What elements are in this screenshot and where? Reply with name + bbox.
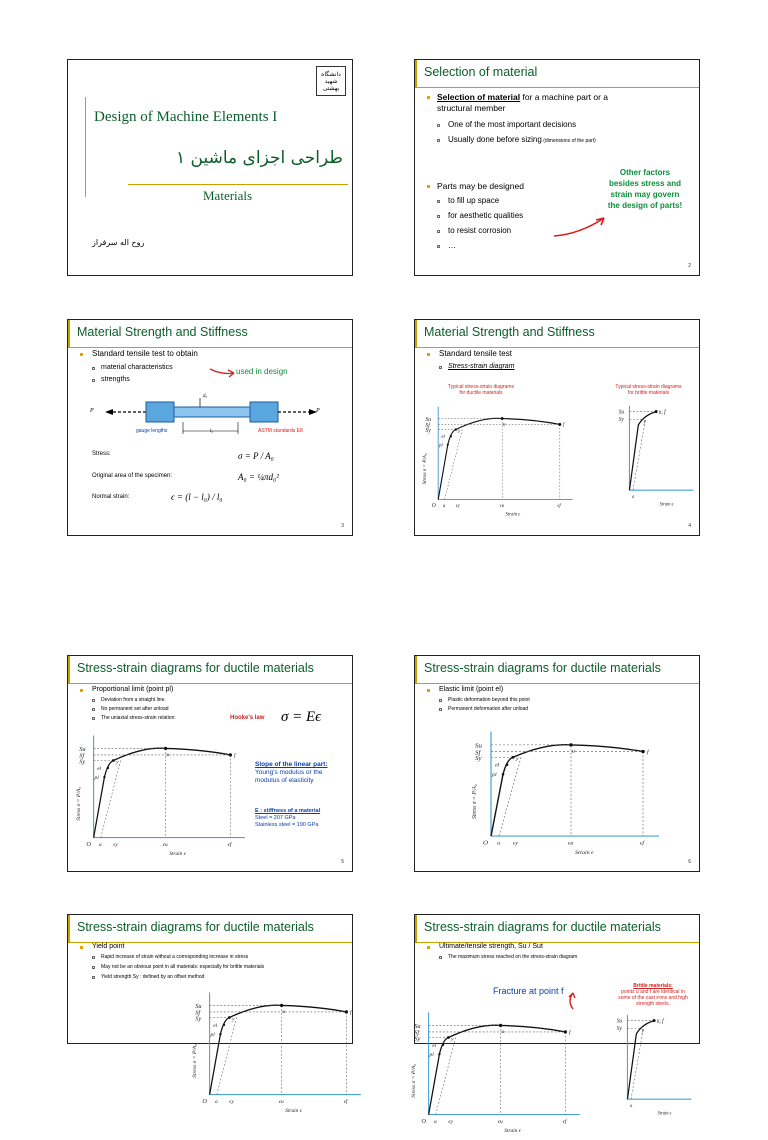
label-ey: ϵy: [229, 1098, 234, 1105]
label-a: a: [497, 840, 500, 847]
author-name: روح اله سرفراز: [92, 238, 145, 247]
point-f: [641, 750, 645, 753]
label-origin: O: [483, 839, 489, 847]
slide-title: Design of Machine Elements I: [94, 109, 278, 125]
point-el: [450, 435, 452, 437]
label-a: a: [99, 841, 102, 848]
stress-equation: σ = P / A₀: [238, 451, 274, 461]
slope-note: Slope of the linear part: Young's modulus or the modulus of elasticity: [255, 761, 328, 784]
label-a: a: [632, 493, 635, 499]
label-sf: Sf: [195, 1009, 201, 1017]
point-uf: [655, 410, 658, 413]
point-f: [229, 753, 232, 756]
sub-bullet-offset: Yield strength Sy : defined by an offset method: [101, 974, 205, 980]
label-sy: Sy: [195, 1015, 202, 1023]
x-axis-label: Strain ϵ: [575, 850, 594, 857]
offset-line: [499, 757, 521, 836]
sub-bullet-stress-strain: Stress-strain diagram: [448, 363, 515, 370]
label-eu: ϵu: [497, 1118, 503, 1125]
label-ey: ϵy: [513, 840, 519, 847]
ductile-stress-strain-diagram: [467, 724, 667, 857]
stress-strain-svg: [467, 724, 667, 857]
label-sy: Sy: [618, 417, 624, 424]
label-sy: Sy: [79, 758, 86, 766]
label-y: y: [116, 759, 119, 766]
slide-title: Material Strength and Stiffness: [424, 325, 595, 339]
label-su: Su: [195, 1003, 202, 1011]
point-u: [569, 743, 573, 746]
label-pl: pl: [94, 775, 99, 782]
offset-line: [217, 1018, 237, 1095]
label-f: f: [647, 749, 649, 756]
label-sf: Sf: [475, 749, 481, 757]
slide-title-bar: [415, 320, 699, 348]
label-pl: pl: [439, 443, 443, 449]
sub-bullet-relation: The uniaxial stress-strain relation:: [101, 715, 176, 721]
bullet-elastic-limit: Elastic limit (point el): [439, 686, 504, 693]
point-el: [107, 767, 109, 769]
slide-title: Stress-strain diagrams for ductile materials: [424, 661, 661, 675]
point-el: [506, 764, 509, 766]
point-u: [280, 1004, 283, 1007]
stiffness-note: E : stiffness of a material Steel = 207 GPa Stainless steel = 190 GPa: [255, 808, 321, 828]
slide-2: [414, 59, 700, 276]
sub-bullet-space: to fill up space: [448, 196, 500, 205]
slide-title: Stress-strain diagrams for ductile materials: [424, 920, 661, 934]
sub-bullet-strengths: strengths: [101, 376, 130, 383]
sub-bullet-aesthetic: for aesthetic qualities: [448, 211, 524, 220]
point-u: [499, 1024, 502, 1027]
label-origin: O: [86, 840, 91, 848]
slide-title: Stress-strain diagrams for ductile materials: [77, 661, 314, 675]
y-axis-label: Stress σ = P/A₀: [471, 784, 479, 819]
label-uf: u, f: [658, 409, 666, 416]
astm-label: ASTM standards E8: [258, 428, 303, 434]
sub-bullet-maximum-stress: The maximum stress reached on the stress-strain diagram: [448, 954, 578, 960]
university-logo: [316, 66, 346, 96]
x-axis-label: Strain ϵ: [285, 1108, 302, 1115]
label-y: y: [516, 756, 519, 763]
slide-title: Selection of material: [424, 65, 538, 79]
label-sf: Sf: [425, 422, 430, 430]
brittle-curve: [629, 412, 656, 491]
bullet-ultimate-strength: Ultimate/tensile strength, Su / Sut: [439, 943, 543, 950]
title-separator: [128, 184, 348, 185]
label-sy: Sy: [616, 1026, 622, 1033]
label-ef: ϵf: [562, 1118, 567, 1125]
point-f: [345, 1010, 348, 1013]
bullet-selection: Selection of material for a machine part or a: [437, 92, 609, 102]
label-y: y: [458, 428, 461, 435]
slide-title-bar: [415, 915, 699, 943]
slide-3: [67, 319, 353, 536]
bullet-parts: Parts may be designed: [437, 181, 524, 191]
page-number: 2: [688, 263, 691, 269]
label-ef: ϵf: [557, 503, 561, 510]
label-su: Su: [425, 416, 431, 424]
sub-bullet-permanent: Permanent deformation after unload: [448, 706, 529, 712]
label-f: f: [233, 752, 236, 759]
label-su: Su: [79, 746, 86, 754]
fracture-label: Fracture at point f: [493, 986, 564, 996]
x-axis-label: Strain ϵ: [504, 1128, 521, 1135]
page-number: 5: [341, 859, 344, 865]
sub-bullet-plastic: Plastic deformation beyond this point: [448, 697, 530, 703]
sub-bullet-decision: One of the most important decisions: [448, 120, 577, 129]
y-axis-label: Stress σ = P/A₀: [192, 1043, 199, 1078]
point-f: [564, 1030, 567, 1033]
label-uf: u, f: [656, 1018, 664, 1025]
d0-label: d₀: [203, 394, 208, 399]
red-arrow-icon: [550, 210, 610, 240]
persian-title: طراحی اجزای ماشین ۱: [176, 148, 343, 168]
bullet-tensile-test: Standard tensile test to obtain: [92, 349, 198, 358]
offset-line: [445, 430, 463, 500]
label-f: f: [569, 1029, 571, 1036]
y-axis-label: Stress σ = P/A₀: [423, 453, 429, 485]
label-el: el: [441, 434, 445, 440]
x-axis-label: Strain ϵ: [169, 851, 186, 858]
label-ey: ϵy: [448, 1118, 453, 1125]
p-left-label: P: [90, 408, 94, 414]
ductile-stress-strain-diagram: [419, 400, 579, 518]
slide-4: [414, 319, 700, 536]
label-origin: O: [431, 502, 436, 510]
caption-ductile: Typical stress-strain diagrams for ductile materials: [447, 384, 515, 396]
gauge-lengths-label: gauge lengths: [136, 428, 168, 434]
label-origin: O: [421, 1117, 426, 1125]
label-sy: Sy: [425, 427, 431, 435]
ductile-stress-strain-diagram: [72, 728, 252, 858]
brittle-stress-strain-diagram: [615, 1011, 695, 1126]
point-f: [558, 423, 561, 426]
red-arrow-icon: [208, 365, 238, 381]
ductile-stress-strain-diagram: [188, 985, 368, 1115]
label-a: a: [215, 1098, 218, 1105]
label-su: Su: [414, 1023, 421, 1031]
slide-title-bar: [68, 915, 352, 943]
slide-title: Stress-strain diagrams for ductile materials: [77, 920, 314, 934]
slide-8: [411, 914, 700, 1135]
point-pl: [103, 776, 105, 778]
label-a: a: [630, 1102, 633, 1108]
brittle-svg: [615, 1011, 695, 1126]
point-y: [455, 428, 457, 431]
label-ey: ϵy: [455, 503, 460, 510]
label-pl: pl: [210, 1032, 215, 1039]
label-ef: ϵf: [227, 841, 232, 848]
strain-label: Normal strain:: [92, 494, 130, 500]
slide-7: [67, 914, 353, 1115]
label-a: a: [443, 503, 446, 510]
stress-strain-svg: [188, 985, 368, 1115]
slide-title-bar: [68, 656, 352, 684]
label-pl: pl: [429, 1052, 434, 1059]
label-eu: ϵu: [499, 503, 505, 510]
caption-brittle: Typical stress-strain diagrams for brittle materials: [615, 384, 682, 396]
slide-title-bar: [415, 656, 699, 684]
point-u: [501, 417, 504, 420]
used-in-design-label: used in design: [236, 367, 288, 376]
brittle-materials-note: Brittle materials: points u and f are identical in some of the cast irons and high strength steels.: [618, 983, 688, 1007]
point-y: [447, 1036, 450, 1039]
label-su: Su: [616, 1018, 623, 1025]
point-y: [112, 759, 115, 762]
sub-bullet-sizing: Usually done before sizing (dimensions of the part): [448, 135, 596, 144]
label-sy: Sy: [414, 1035, 421, 1043]
label-pl: pl: [492, 772, 497, 779]
l0-label: l₀: [210, 429, 214, 434]
slide-1: [67, 59, 353, 276]
sub-bullet-ellipsis: …: [448, 241, 456, 250]
label-el: el: [432, 1042, 437, 1049]
label-u: u: [572, 748, 575, 755]
point-pl: [438, 1053, 440, 1055]
label-f: f: [350, 1009, 352, 1016]
bullet-tensile-test: Standard tensile test: [439, 349, 512, 358]
stress-strain-svg: [72, 728, 252, 858]
label-u: u: [501, 1028, 505, 1035]
area-equation: A₀ = ¼πd₀²: [238, 472, 279, 482]
brittle-svg: [617, 402, 697, 517]
sub-bullet-characteristics: material characteristics: [101, 364, 173, 371]
label-a: a: [434, 1118, 437, 1125]
label-y: y: [232, 1016, 235, 1023]
label-sf: Sf: [414, 1029, 420, 1037]
area-label: Original area of the specimen:: [92, 473, 173, 479]
sub-bullet-rapid-increase: Rapid increase of strain without a corresponding increase in stress: [101, 954, 249, 960]
label-ef: ϵf: [640, 840, 645, 847]
brittle-stress-strain-diagram: [617, 402, 697, 517]
page-number: 3: [341, 523, 344, 529]
slide-5: [67, 655, 353, 872]
stress-strain-svg: [407, 1005, 587, 1135]
x-axis-label: Strain ϵ: [657, 1110, 672, 1116]
page-number: 6: [688, 859, 691, 865]
x-axis-label: Strain ϵ: [505, 512, 521, 518]
label-eu: ϵu: [278, 1098, 284, 1105]
point-u: [164, 747, 167, 750]
p-right-label: P: [316, 408, 320, 414]
label-u: u: [282, 1008, 286, 1015]
label-eu: ϵu: [568, 840, 574, 847]
point-pl: [502, 773, 505, 775]
y-axis-label: Stress σ = P/A₀: [411, 1063, 418, 1098]
point-el: [223, 1024, 225, 1026]
bullet-proportional-limit: Proportional limit (point pl): [92, 686, 174, 693]
sub-bullet-not-obvious: May not be an obvious point in all materials: especially for brittle materials: [101, 964, 265, 970]
label-su: Su: [618, 409, 625, 416]
label-eu: ϵu: [162, 841, 168, 848]
hookes-law-label: Hooke's law: [230, 715, 265, 721]
bullet-yield-point: Yield point: [92, 943, 125, 950]
logo-text: دانشگاه شهید بهشتی: [321, 70, 341, 92]
label-y: y: [641, 1027, 645, 1035]
offset-line: [436, 1038, 456, 1115]
label-ef: ϵf: [343, 1098, 348, 1105]
hookes-law-equation: σ = Eϵ: [281, 709, 322, 725]
stress-strain-svg: [419, 400, 579, 518]
bullet-selection-cont: structural member: [437, 103, 506, 113]
left-gold-line: [85, 97, 86, 197]
x-axis-label: Strain ϵ: [659, 501, 674, 507]
strain-equation: ϵ = (l − l₀) / l₀: [171, 492, 223, 502]
offset-line: [101, 761, 121, 838]
stress-label: Stress:: [92, 451, 111, 457]
brittle-curve: [627, 1021, 654, 1100]
label-f: f: [563, 423, 565, 429]
label-y: y: [451, 1036, 454, 1043]
page-number: 4: [688, 523, 691, 529]
callout-other-factors: Other factors besides stress and strain may govern the design of parts!: [607, 168, 683, 210]
sub-bullet-corrosion: to resist corrosion: [448, 226, 512, 235]
point-pl: [447, 444, 449, 446]
slide-title-bar: [68, 320, 352, 348]
label-ey: ϵy: [113, 841, 118, 848]
slide-subtitle: Materials: [203, 188, 253, 203]
label-su: Su: [475, 742, 482, 750]
label-sy: Sy: [475, 755, 482, 763]
label-u: u: [166, 751, 170, 758]
point-y: [228, 1016, 231, 1019]
label-sf: Sf: [79, 752, 85, 760]
sub-bullet-deviation: Deviation from a straight line.: [101, 697, 166, 703]
slide-title: Material Strength and Stiffness: [77, 325, 248, 339]
label-el: el: [97, 765, 102, 772]
label-el: el: [213, 1022, 218, 1029]
point-uf: [653, 1019, 656, 1022]
point-el: [442, 1044, 444, 1046]
slide-title-bar: [415, 60, 699, 88]
label-y: y: [643, 418, 647, 426]
point-y: [512, 756, 515, 759]
label-origin: O: [202, 1097, 207, 1105]
slide-6: [414, 655, 700, 872]
ductile-stress-strain-diagram: [407, 1005, 587, 1135]
y-axis-label: Stress σ = P/A₀: [76, 786, 83, 821]
point-pl: [219, 1033, 221, 1035]
label-u: u: [503, 422, 506, 428]
sub-bullet-no-set: No permanent set after unload: [101, 706, 169, 712]
label-el: el: [495, 762, 500, 769]
